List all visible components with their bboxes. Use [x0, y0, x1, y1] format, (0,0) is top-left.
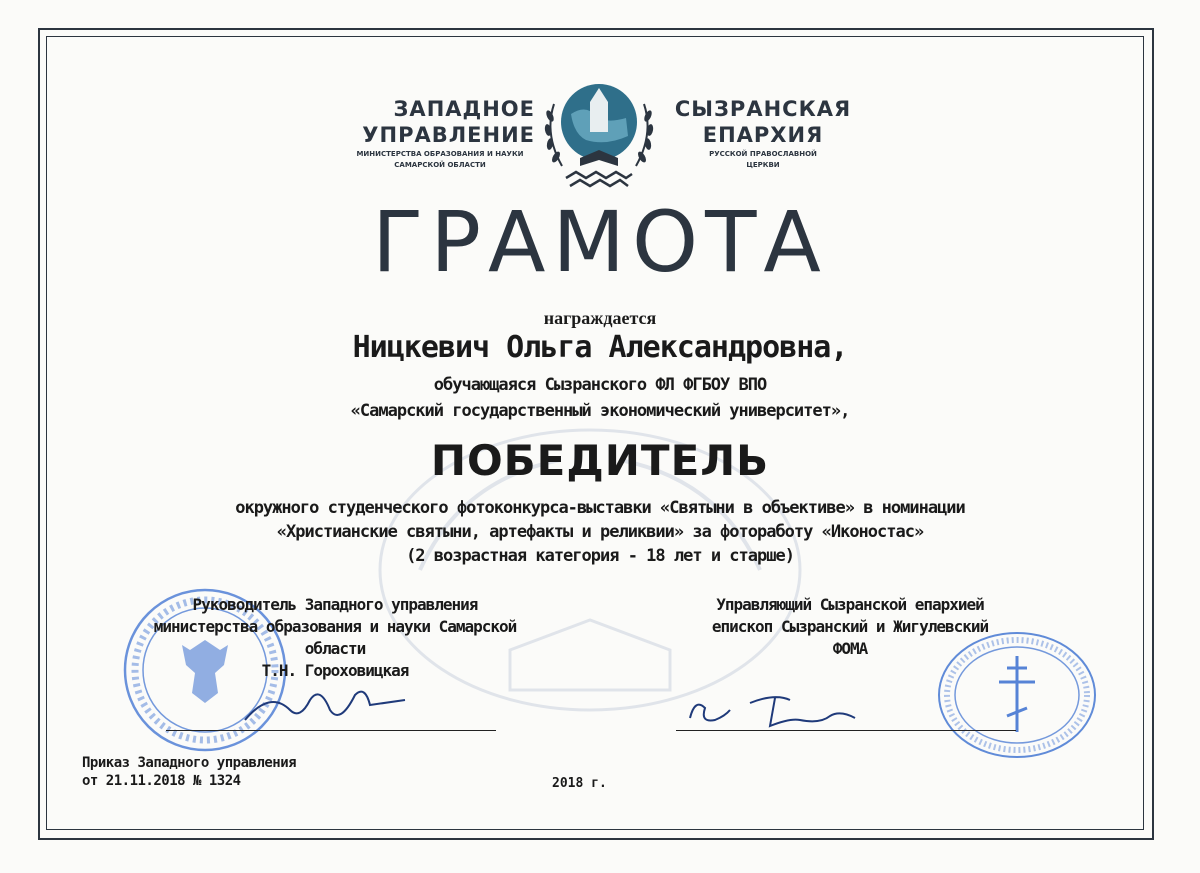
- recipient-affiliation-2: «Самарский государственный экономический университет»,: [350, 401, 850, 421]
- handwritten-signature-left: [240, 680, 410, 730]
- document-year: 2018 г.: [552, 776, 607, 791]
- right-signatory: [650, 594, 1050, 660]
- handwritten-signature-right: [680, 688, 870, 733]
- document-title: ГРАМОТА: [372, 193, 828, 291]
- right-signatory-name: ФОМА: [832, 639, 868, 658]
- right-signature-line: [676, 730, 1016, 731]
- recipient-affiliation-1: обучающаяся Сызранского ФЛ ФГБОУ ВПО: [433, 375, 767, 395]
- emblem-logo: [536, 74, 662, 194]
- order-line-2: от 21.11.2018 № 1324: [82, 773, 241, 789]
- left-org-title-2: УПРАВЛЕНИЕ: [362, 123, 535, 147]
- left-signatory: [100, 594, 570, 682]
- right-org-subtitle-1: РУССКОЙ ПРАВОСЛАВНОЙ: [709, 150, 817, 158]
- order-line-1: Приказ Западного управления: [82, 755, 297, 771]
- right-signatory-title-1: Управляющий Сызранской епархией: [716, 595, 984, 614]
- left-signature-line: [166, 730, 496, 731]
- right-org-title-2: ЕПАРХИЯ: [702, 123, 824, 147]
- left-org-subtitle-1: МИНИСТЕРСТВА ОБРАЗОВАНИЯ И НАУКИ: [356, 150, 524, 158]
- left-org-subtitle-2: САМАРСКОЙ ОБЛАСТИ: [394, 161, 486, 169]
- left-org-title-1: ЗАПАДНОЕ: [393, 97, 535, 121]
- left-signatory-name: Т.Н. Гороховицкая: [261, 661, 409, 680]
- left-signatory-title-1: Руководитель Западного управления: [192, 595, 478, 614]
- left-organization: [345, 96, 535, 170]
- description-line-1: окружного студенческого фотоконкурса-выставки «Святыни в объективе» в номинации: [235, 498, 965, 518]
- left-signatory-title-2: министерства образования и науки Самарской: [153, 617, 517, 636]
- description-line-3: (2 возрастная категория - 18 лет и старше): [406, 546, 794, 566]
- left-signatory-title-3: области: [304, 639, 366, 658]
- awarded-label: награждается: [543, 308, 657, 328]
- right-org-title-1: СЫЗРАНСКАЯ: [674, 97, 852, 121]
- recipient-name: Ницкевич Ольга Александровна,: [352, 330, 848, 365]
- right-signatory-title-2: епископ Сызранский и Жигулевский: [711, 617, 989, 636]
- right-organization: [663, 96, 863, 170]
- order-reference: [82, 754, 296, 790]
- right-org-subtitle-2: ЦЕРКВИ: [746, 161, 780, 169]
- winner-label: ПОБЕДИТЕЛЬ: [430, 436, 770, 485]
- description-line-2: «Христианские святыни, артефакты и реликвии» за фотоработу «Иконостас»: [276, 522, 924, 542]
